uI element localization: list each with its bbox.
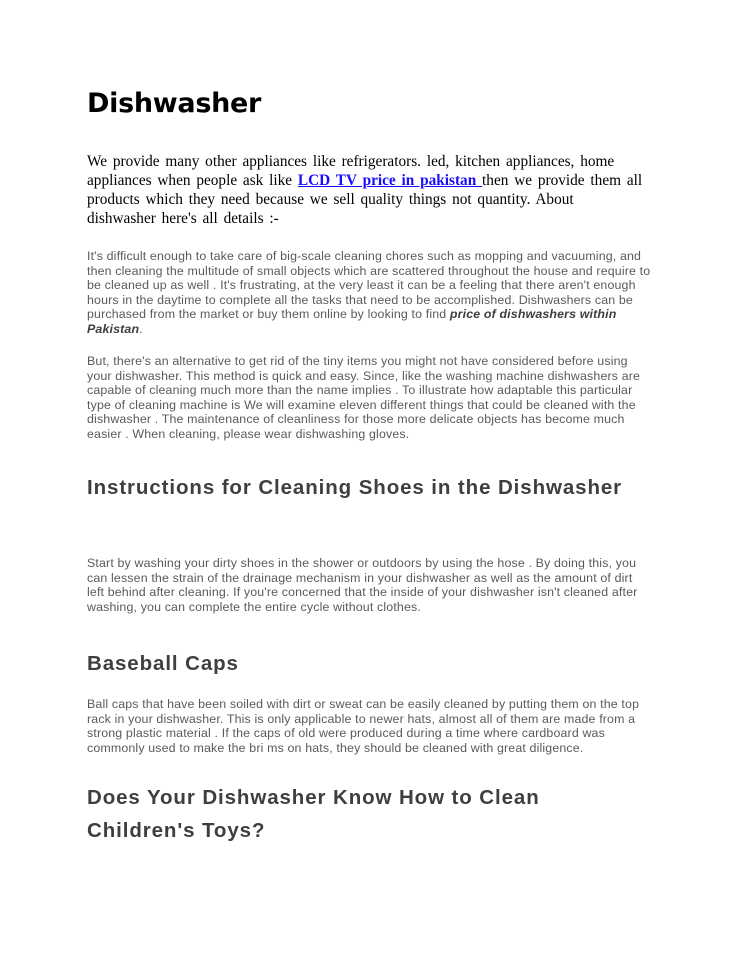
paragraph-caps: Ball caps that have been soiled with dirt or sweat can be easily cleaned by putting them on the top rack in your dishwasher. This is only applicable to newer hats, almost all of them are made from a strong plastic material . If the caps of old were produced during a time where cardboard was commonly used to make the bri ms on hats, they should be cleaned with great diligence.	[87, 697, 640, 755]
heading-baseball-caps: Baseball Caps	[87, 652, 239, 675]
paragraph-cleaning-chores	[87, 249, 652, 337]
heading-childrens-toys: Does Your Dishwasher Know How to Clean Children's Toys?	[87, 786, 540, 842]
lcd-tv-price-link[interactable]: LCD TV price in pakistan	[297, 172, 483, 189]
paragraph-shoes: Start by washing your dirty shoes in the shower or outdoors by using the hose . By doing this, you can lessen the strain of the drainage mechanism in your dishwasher as well as the amount of dirt left behind after cleaning. If you're concerned that the inside of your dishwasher isn't cleaned after washing, you can complete the entire cycle without clothes.	[87, 556, 638, 614]
paragraph-alternative: But, there's an alternative to get rid of the tiny items you might not have considered before using your dishwasher. This method is quick and easy. Since, like the washing machine dishwashers are capable of cleaning much more than the name implies . To illustrate how adaptable this particular type of cleaning machine is We will examine eleven different things that could be cleaned with the dishwasher . The maintenance of cleanliness for those more delicate objects has become much easier . When cleaning, please wear dishwashing gloves.	[87, 354, 641, 441]
heading-cleaning-shoes: Instructions for Cleaning Shoes in the Dishwasher	[87, 476, 623, 499]
paragraph-end: .	[139, 321, 143, 336]
intro-paragraph	[87, 152, 647, 228]
intro-text-before-link: We provide many other appliances like refrigerators. led, kitchen appliances, home appliances when people ask like	[87, 153, 615, 189]
page-title: Dishwasher	[87, 88, 262, 119]
paragraph-text: It's difficult enough to take care of big-scale cleaning chores such as mopping and vacuuming, and then cleaning the multitude of small objects which are scattered throughout the house and require to be cleaned up as well . It's frustrating, at the very least it can be a feeling that there aren't enough hours in the daytime to complete all the tasks that need to be accomplished. Dishwashers can be purchased from the market or buy them online by looking to find	[87, 249, 651, 322]
intro-text-after-link: then we provide them all products which they need because we sell quality things not quantity. About dishwasher here's all details :-	[87, 172, 643, 227]
emphasized-phrase: price of dishwashers within Pakistan	[87, 307, 617, 336]
